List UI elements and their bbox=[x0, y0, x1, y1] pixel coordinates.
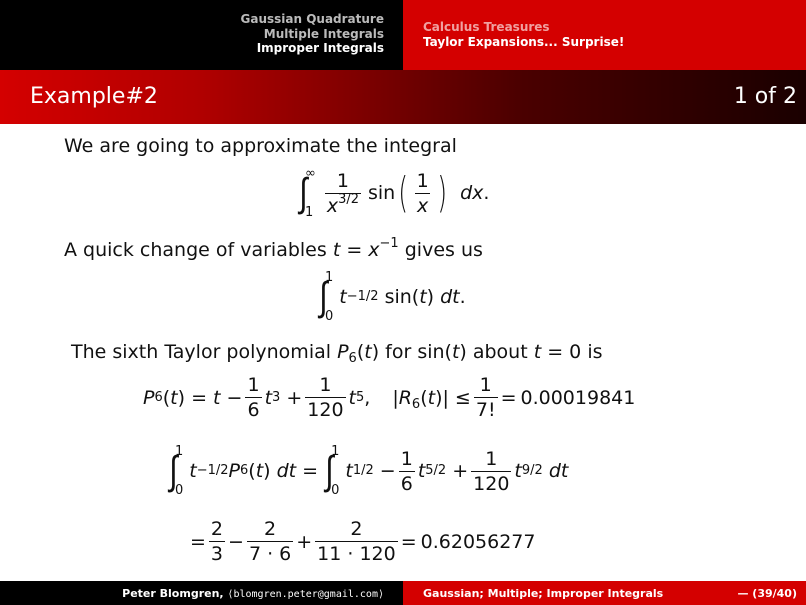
taylor-error-bound: 0.00019841 bbox=[520, 386, 636, 409]
header-nav-left bbox=[0, 0, 403, 70]
integral-result-value: 0.62056277 bbox=[420, 530, 536, 553]
body-text-line-1: We are going to approximate the integral bbox=[64, 135, 457, 157]
equation-original-integral: ∫ ∞ 1 $\frac{1}{x^{3/2}}$ sin ( $\frac{1}{x}$ ) dx. bbox=[299, 166, 490, 220]
body-text-line-3: The sixth Taylor polynomial $P_6(t)$ for sin(t) about t = 0 is bbox=[71, 341, 603, 366]
equation-result: = $\frac{2}{3}$ − $\frac{2}{7 \cdot 6}$ + $\frac{2}{11 \cdot 120}$ = 0.62056277 bbox=[190, 518, 536, 565]
footer-page-number: — (39/40) bbox=[737, 587, 797, 600]
nav-item-gaussian-quadrature[interactable]: Gaussian Quadrature bbox=[240, 12, 384, 26]
header bbox=[0, 0, 806, 70]
nav-item-improper-integrals[interactable]: Improper Integrals bbox=[256, 41, 384, 55]
equation-taylor-polynomial: P 6 ( t ) = t − $\frac{1}{6}$ t 3 + $\frac{1}{120}$ t 5 , $|R_6(t)|$ ≤ $\frac{1}{7!}$ = 0.00019841 bbox=[143, 374, 636, 421]
header-nav-right bbox=[403, 0, 806, 70]
equation-polynomial-integral: ∫ 1 0 t −1/2 P 6 ( t ) dt = ∫ 1 0 t 1/2 − $\frac{1}{6}$ t 5/2 + $\frac{1}{120}$ t 9/2 dt bbox=[169, 444, 569, 498]
footer-author: Peter Blomgren, ⟨blomgren.peter@gmail.com⟩ bbox=[0, 581, 403, 605]
footer-topic: Gaussian; Multiple; Improper Integrals bbox=[423, 587, 664, 600]
nav-item-multiple-integrals[interactable]: Multiple Integrals bbox=[263, 26, 384, 41]
footer bbox=[0, 581, 806, 605]
footer-topic-bar bbox=[403, 581, 806, 605]
nav-item-calculus-treasures[interactable]: Calculus Treasures bbox=[423, 20, 550, 34]
nav-item-taylor-expansions[interactable]: Taylor Expansions... Surprise! bbox=[423, 34, 625, 49]
equation-substituted-integral: ∫ 1 0 t −1/2 sin( t ) dt . bbox=[319, 270, 466, 324]
footer-email: ⟨blomgren.peter@gmail.com⟩ bbox=[227, 589, 384, 600]
slide-title: Example#2 bbox=[30, 84, 158, 109]
slide-page-counter: 1 of 2 bbox=[733, 84, 797, 109]
body-text-line-2: A quick change of variables $t = x^{-1}$ gives us bbox=[64, 236, 483, 261]
slide-title-bar bbox=[0, 70, 806, 124]
